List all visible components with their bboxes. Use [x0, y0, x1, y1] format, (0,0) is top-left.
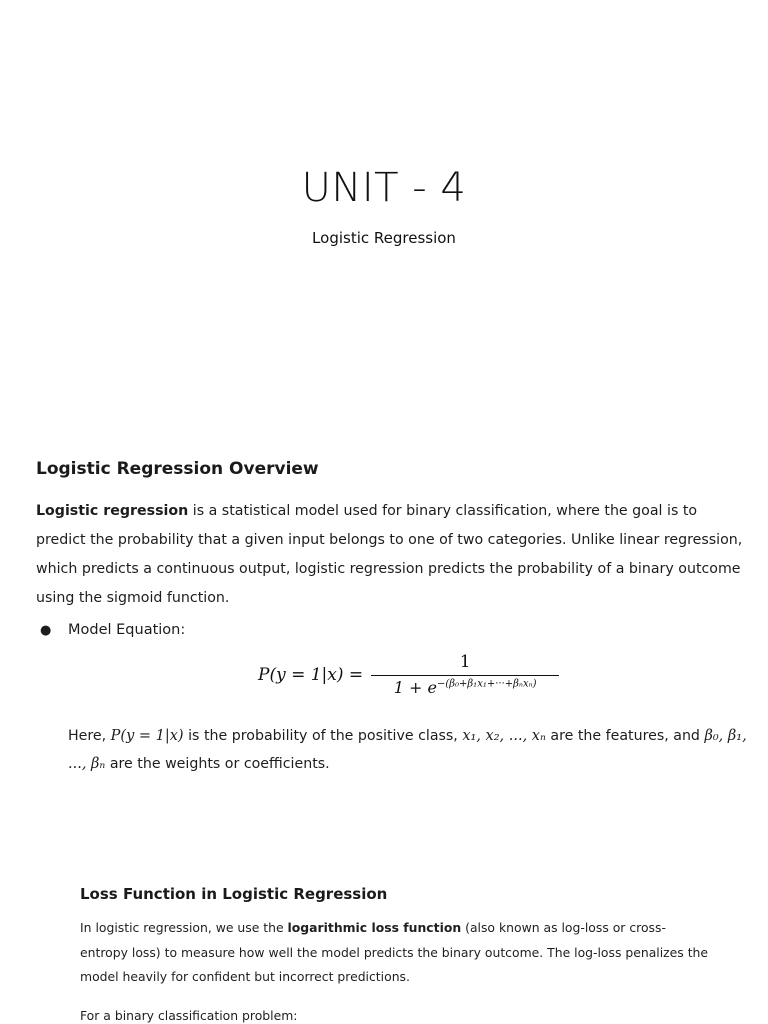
loss-heading: Loss Function in Logistic Regression — [80, 885, 388, 903]
page-title: UNIT - 4 — [301, 165, 467, 211]
loss-paragraph — [80, 916, 710, 990]
here-end-text: are the weights or coefficients. — [105, 756, 330, 772]
loss-text-post: (also known as log-loss or cross-entropy loss) to measure how well the model predicts the binary outcome. The log-loss penalizes the model heavily for confident but incorrect predictions. — [80, 920, 709, 984]
here-mid-text-2: are the features, and — [545, 728, 705, 744]
overview-text: is a statistical model used for binary classification, where the goal is to predict the probability that a given input belongs to one of two categories. Unlike linear regression, which predicts a continuous output, logistic regression predicts the probability of a binary outcome using the sigmoid function. — [36, 503, 743, 606]
equation-den-exponent: −(β₀+β₁x₁+···+βₙxₙ) — [436, 678, 537, 690]
here-math-features: x₁, x₂, ..., xₙ — [462, 728, 546, 744]
equation-denominator — [394, 676, 537, 697]
here-math-probability: P(y = 1|x) — [110, 728, 184, 744]
here-mid-text: is the probability of the positive class, — [183, 728, 463, 744]
overview-heading: Logistic Regression Overview — [36, 459, 319, 479]
model-equation-bullet — [40, 622, 185, 638]
equation-den-base: 1 + e — [393, 678, 437, 697]
here-prefix: Here, — [68, 728, 111, 744]
binary-problem-line: For a binary classification problem: — [80, 1008, 298, 1023]
equation-explanation — [68, 722, 758, 778]
loss-text-pre: In logistic regression, we use the — [80, 920, 288, 935]
here-math-weights: β₀, β₁, ..., βₙ — [68, 728, 747, 772]
equation-lhs: P(y = 1|x) = — [258, 664, 364, 685]
page-subtitle: Logistic Regression — [312, 229, 456, 247]
bullet-dot-icon: ● — [40, 623, 52, 638]
overview-paragraph — [36, 497, 751, 613]
equation-fraction — [371, 652, 559, 697]
model-equation — [258, 652, 559, 697]
equation-numerator: 1 — [459, 652, 471, 672]
model-equation-label: Model Equation: — [68, 622, 186, 638]
loss-bold-term: logarithmic loss function — [287, 920, 462, 935]
overview-lead-term: Logistic regression — [36, 503, 189, 519]
